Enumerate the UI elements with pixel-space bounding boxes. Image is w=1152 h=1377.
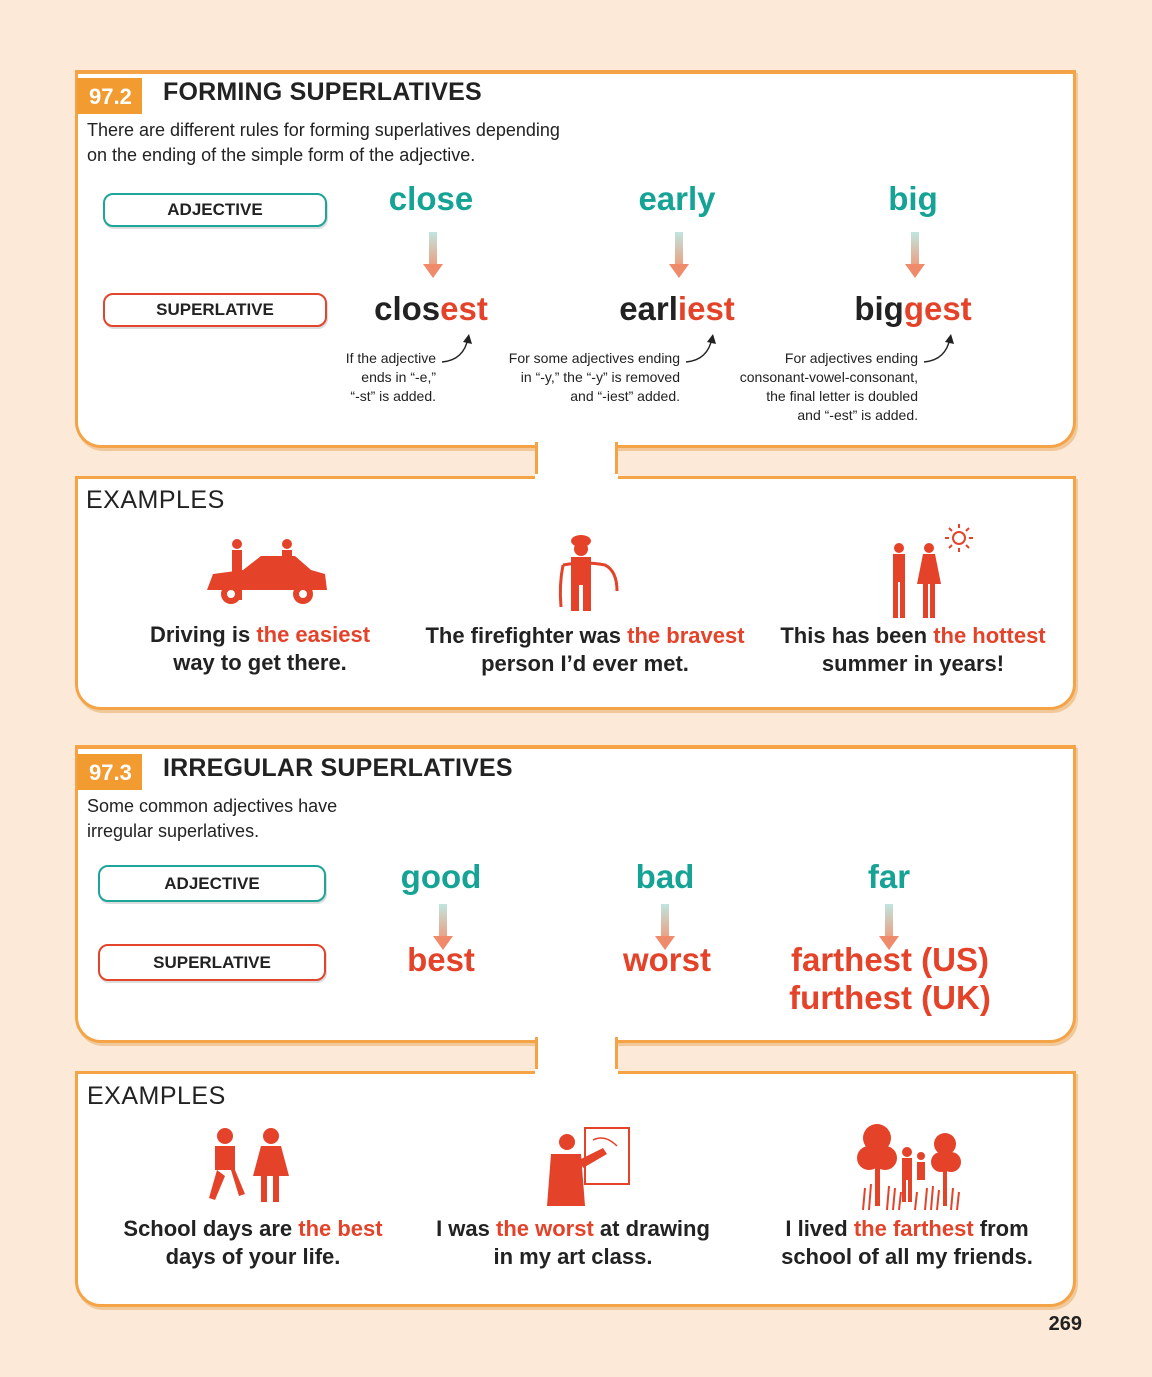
- word-suffix: est: [440, 290, 488, 327]
- example-sentence: [772, 622, 1054, 678]
- adjective-word: good: [400, 858, 482, 895]
- intro-line: Some common adjectives have: [87, 796, 338, 816]
- down-arrow-icon: [673, 232, 685, 280]
- superlative-highlight: the farthest: [853, 1216, 974, 1241]
- superlative-word: [331, 290, 531, 328]
- down-arrow-icon: [909, 232, 921, 280]
- sentence-text: way to get there.: [173, 650, 347, 675]
- note-line: consonant-vowel-consonant,: [739, 369, 918, 385]
- section-intro: [87, 118, 560, 168]
- superlative-label: SUPERLATIVE: [103, 293, 327, 327]
- down-arrow-icon: [427, 232, 439, 280]
- word-suffix: iest: [677, 290, 735, 327]
- examples-title: EXAMPLES: [86, 486, 225, 514]
- adjective-word: far: [867, 858, 911, 895]
- rule-note: [300, 349, 436, 406]
- trees-and-people-icon: [855, 1122, 965, 1212]
- connector-gap: [535, 1069, 618, 1075]
- intro-line: irregular superlatives.: [87, 821, 260, 841]
- note-line: the final letter is doubled: [766, 388, 918, 404]
- note-line: and “-iest” added.: [570, 388, 680, 404]
- sentence-text: This has been: [780, 623, 934, 648]
- sentence-text: days of your life.: [165, 1244, 341, 1269]
- superlative-word: [770, 941, 1010, 1017]
- superlative-word: [577, 290, 777, 328]
- section-number: 97.2: [77, 78, 142, 114]
- sentence-text: I was: [436, 1216, 496, 1241]
- adjective-word: early: [638, 180, 716, 217]
- superlative-highlight: the hottest: [933, 623, 1046, 648]
- hot-weather-people-icon: [885, 528, 975, 618]
- note-line: If the adjective: [345, 350, 436, 366]
- note-line: ends in “-e,”: [361, 369, 436, 385]
- note-line: in “-y,” the “-y” is removed: [520, 369, 680, 385]
- adjective-word: bad: [635, 858, 695, 895]
- sentence-text: school of all my friends.: [781, 1244, 1033, 1269]
- superlative-highlight: the easiest: [256, 622, 371, 647]
- sentence-text: School days are: [123, 1216, 299, 1241]
- superlative-label: SUPERLATIVE: [98, 944, 326, 981]
- adjective-label: ADJECTIVE: [103, 193, 327, 227]
- sentence-text: from: [973, 1216, 1029, 1241]
- example-sentence: [108, 1215, 398, 1271]
- sentence-text: person I’d ever met.: [481, 651, 689, 676]
- drawing-board-icon: [545, 1126, 635, 1206]
- rule-note: [480, 349, 680, 406]
- rule-note: [700, 349, 918, 425]
- section-intro: [87, 794, 337, 844]
- connector-gap: [535, 474, 618, 480]
- intro-line: on the ending of the simple form of the adjective.: [87, 145, 476, 165]
- intro-line: There are different rules for forming superlatives depending: [87, 120, 560, 140]
- section-number: 97.3: [77, 754, 142, 790]
- adjective-word: big: [888, 180, 938, 217]
- sentence-text: at drawing: [593, 1216, 710, 1241]
- curved-pointer-arrow-icon: [438, 332, 478, 372]
- page-number: 269: [1048, 1313, 1082, 1335]
- word-stem: big: [854, 290, 904, 327]
- car-driving-icon: [203, 538, 333, 608]
- adjective-word: close: [388, 180, 474, 217]
- note-line: For some adjectives ending: [508, 350, 680, 366]
- sentence-text: I lived: [785, 1216, 854, 1241]
- word-suffix: gest: [903, 290, 972, 327]
- school-children-icon: [203, 1126, 303, 1206]
- note-line: “-st” is added.: [350, 388, 436, 404]
- firefighter-icon: [555, 535, 625, 615]
- superlative-uk: furthest (UK): [789, 979, 991, 1016]
- example-sentence: [762, 1215, 1052, 1271]
- curved-pointer-arrow-icon: [920, 332, 960, 372]
- note-line: and “-est” is added.: [797, 407, 918, 423]
- adjective-label: ADJECTIVE: [98, 865, 326, 902]
- superlative-word: [813, 290, 1013, 328]
- superlative-highlight: the bravest: [627, 623, 745, 648]
- sentence-text: in my art class.: [493, 1244, 653, 1269]
- superlative-us: farthest (US): [790, 941, 990, 978]
- section-title: IRREGULAR SUPERLATIVES: [163, 754, 513, 782]
- example-sentence: [410, 622, 760, 678]
- section-title: FORMING SUPERLATIVES: [163, 78, 482, 106]
- superlative-word: worst: [622, 941, 711, 978]
- curved-pointer-arrow-icon: [682, 332, 722, 372]
- word-stem: earl: [619, 290, 678, 327]
- note-line: For adjectives ending: [784, 350, 918, 366]
- sentence-text: summer in years!: [821, 651, 1005, 676]
- word-stem: clos: [374, 290, 441, 327]
- examples-title: EXAMPLES: [87, 1082, 226, 1110]
- superlative-word: best: [407, 941, 475, 978]
- superlative-highlight: the best: [298, 1216, 383, 1241]
- sentence-text: Driving is: [149, 622, 257, 647]
- sentence-text: The firefighter was: [425, 623, 628, 648]
- superlative-highlight: the worst: [496, 1216, 594, 1241]
- example-sentence: [130, 621, 390, 677]
- example-sentence: [418, 1215, 728, 1271]
